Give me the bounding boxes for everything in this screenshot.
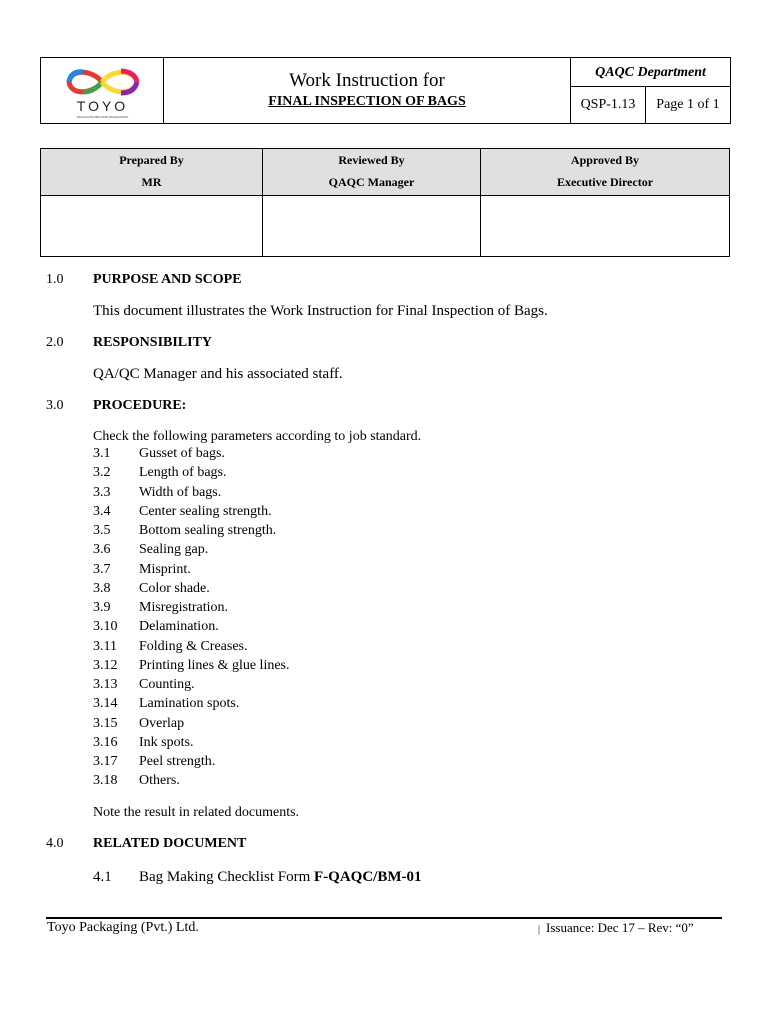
section-heading: RESPONSIBILITY	[93, 335, 213, 350]
list-item: Delamination.	[139, 619, 219, 634]
list-item: Lamination spots.	[139, 696, 240, 711]
document-subtitle: FINAL INSPECTION OF BAGS	[268, 94, 466, 109]
title-cell	[164, 58, 571, 123]
procedure-note: Note the result in related documents.	[93, 805, 300, 820]
list-item-number: 3.8	[93, 581, 111, 596]
list-item: Overlap	[139, 716, 185, 731]
list-item-number: 3.14	[93, 696, 118, 711]
document-header	[40, 57, 731, 124]
approval-name: MR	[141, 175, 162, 189]
logo-infinity-icon	[41, 62, 164, 102]
list-item: Color shade.	[139, 581, 210, 596]
list-item-number: 3.18	[93, 773, 118, 788]
list-item: Gusset of bags.	[139, 446, 225, 461]
list-item-number: 3.15	[93, 716, 118, 731]
list-item-number: 3.11	[93, 639, 117, 654]
list-item-number: 4.1	[93, 869, 112, 885]
list-item-number: 3.3	[93, 485, 111, 500]
section-number: 1.0	[46, 272, 64, 287]
list-item-number: 3.16	[93, 735, 118, 750]
list-item-number: 3.6	[93, 542, 111, 557]
approval-table	[40, 148, 730, 257]
approval-column-prepared	[41, 149, 263, 256]
section-number: 4.0	[46, 836, 64, 851]
list-item-number: 3.7	[93, 562, 111, 577]
approval-role: Approved By	[570, 153, 640, 167]
list-item: Ink spots.	[139, 735, 194, 750]
document-title: Work Instruction for	[289, 70, 445, 91]
approval-name: QAQC Manager	[328, 175, 415, 189]
list-item: Sealing gap.	[139, 542, 209, 557]
footer-separator: |	[538, 924, 541, 935]
list-item: Others.	[139, 773, 180, 788]
page-number: Page 1 of 1	[656, 97, 720, 112]
footer-issuance-block	[538, 920, 694, 936]
document-code: QSP-1.13	[571, 87, 646, 123]
procedure-intro: Check the following parameters according to job standard.	[93, 429, 422, 444]
list-item-number: 3.10	[93, 619, 118, 634]
section-number: 3.0	[46, 398, 64, 413]
section-number: 2.0	[46, 335, 64, 350]
related-document-item	[139, 869, 421, 886]
list-item-number: 3.1	[93, 446, 111, 461]
logo-tagline: PACKAGING BEYOND IMAGINATION	[76, 115, 129, 119]
related-document-name: Bag Making Checklist Form	[139, 869, 314, 885]
section-text: QA/QC Manager and his associated staff.	[93, 366, 343, 382]
section-heading: RELATED DOCUMENT	[93, 836, 247, 851]
approval-column-reviewed	[263, 149, 481, 256]
approval-role: Reviewed By	[338, 153, 405, 167]
section-heading: PURPOSE AND SCOPE	[93, 272, 242, 287]
list-item: Misprint.	[139, 562, 191, 577]
company-logo	[41, 58, 164, 123]
list-item: Bottom sealing strength.	[139, 523, 277, 538]
list-item: Folding & Creases.	[139, 639, 248, 654]
list-item-number: 3.9	[93, 600, 111, 615]
related-document-code: F-QAQC/BM-01	[314, 869, 422, 885]
list-item-number: 3.2	[93, 465, 111, 480]
footer-divider	[46, 917, 722, 919]
list-item: Printing lines & glue lines.	[139, 658, 290, 673]
section-heading: PROCEDURE:	[93, 398, 187, 413]
logo-wordmark: TOYO	[76, 98, 129, 114]
department-label: QAQC Department	[571, 58, 730, 87]
list-item: Width of bags.	[139, 485, 222, 500]
list-item: Peel strength.	[139, 754, 216, 769]
list-item-number: 3.12	[93, 658, 118, 673]
list-item: Center sealing strength.	[139, 504, 272, 519]
footer-company: Toyo Packaging (Pvt.) Ltd.	[47, 920, 199, 935]
list-item-number: 3.4	[93, 504, 111, 519]
section-text: This document illustrates the Work Instruction for Final Inspection of Bags.	[93, 303, 548, 319]
list-item: Misregistration.	[139, 600, 229, 615]
list-item-number: 3.13	[93, 677, 118, 692]
list-item-number: 3.5	[93, 523, 111, 538]
list-item: Length of bags.	[139, 465, 227, 480]
approval-column-approved	[481, 149, 729, 256]
list-item-number: 3.17	[93, 754, 118, 769]
approval-name: Executive Director	[556, 175, 654, 189]
list-item: Counting.	[139, 677, 195, 692]
approval-role: Prepared By	[119, 153, 184, 167]
footer-issuance: Issuance: Dec 17 – Rev: “0”	[546, 920, 694, 935]
